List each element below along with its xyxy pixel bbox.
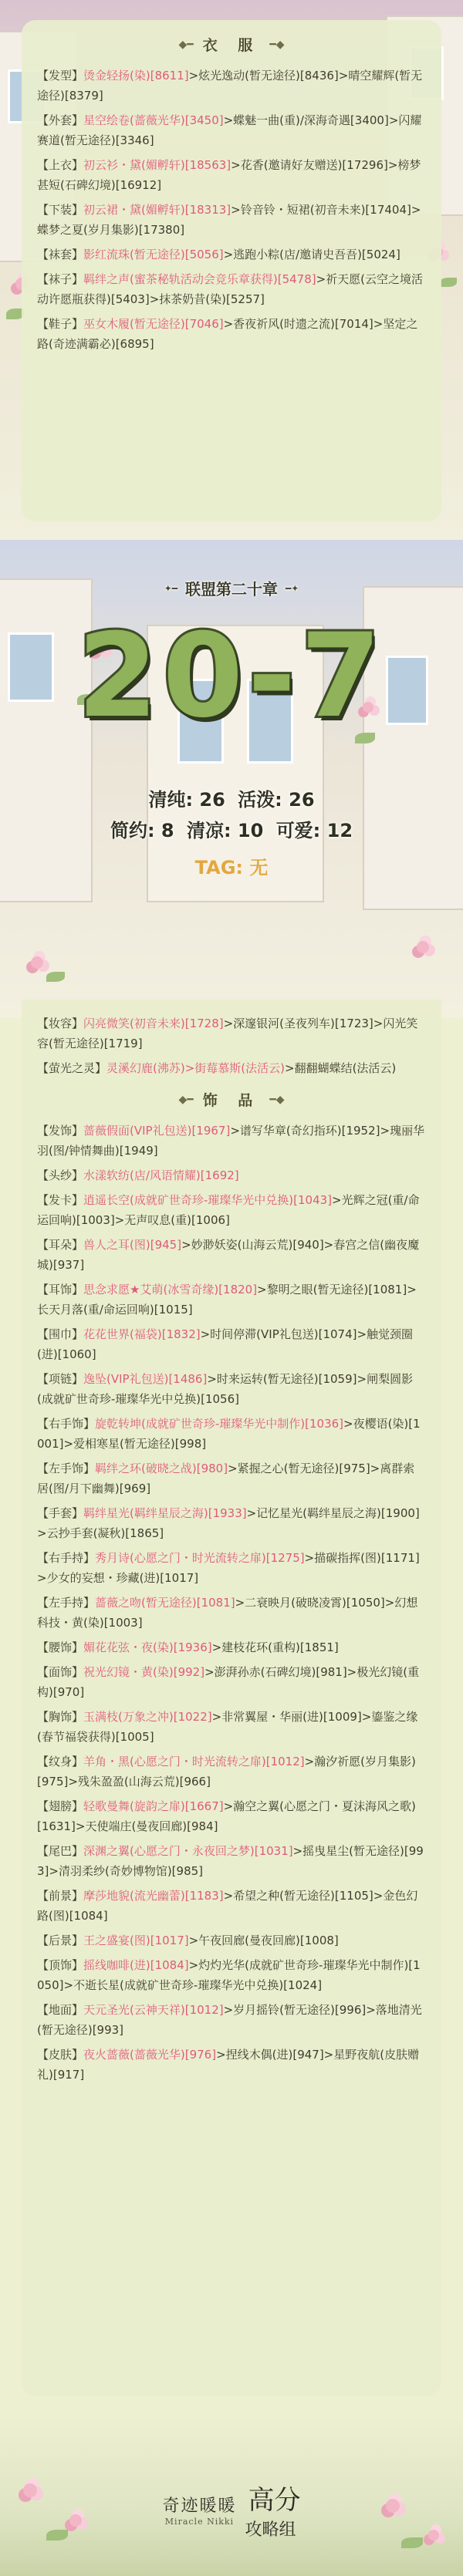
entry-category: 【妆容】 xyxy=(37,1017,84,1030)
list-item xyxy=(37,1955,426,1995)
chapter-tag: TAG: 无 xyxy=(194,857,269,878)
list-item xyxy=(37,2000,426,2040)
list-item xyxy=(37,1414,426,1454)
entry-category: 【右手饰】 xyxy=(37,1417,96,1431)
entry-highlight: 祝光幻镜・黄(染)[992] xyxy=(83,1665,205,1679)
list-item xyxy=(37,244,426,265)
entry-highlight: 旋乾转坤(成就矿世奇珍-璀璨华光中制作)[1036] xyxy=(95,1417,344,1431)
entry-highlight: 星空绘卷(蔷薇光华)[3450] xyxy=(83,113,224,127)
list-item xyxy=(37,1058,426,1078)
entry-alternatives: >祈天愿(云空之境活动许愿瓶获得)[5403]>抹茶奶昔(染)[5257] xyxy=(37,272,424,306)
accessories-card xyxy=(22,1000,441,2396)
entry-category: 【前景】 xyxy=(37,1889,84,1903)
list-item xyxy=(37,155,426,195)
entry-alternatives: >捏线木偶(进)[947]>星野夜航(皮肤赠礼)[917] xyxy=(37,2048,420,2082)
list-item xyxy=(37,1458,426,1499)
entry-alternatives: >蝶魅一曲(重)/深海奇遇[3400]>闪耀赛道(暂无途径)[3346] xyxy=(37,113,422,147)
entry-alternatives: >光辉之冠(重/命运回响)[1003]>无声叹息(重)[1006] xyxy=(37,1193,420,1227)
entry-category: 【耳饰】 xyxy=(37,1283,84,1296)
entry-highlight: 逍遥长空(成就矿世奇珍-璀璨华光中兑换)[1043] xyxy=(83,1193,333,1207)
ornament-left-icon: ✦━ xyxy=(164,582,177,594)
entry-highlight: 摇线咖啡(进)[1084] xyxy=(83,1958,189,1972)
stats-row-2 xyxy=(0,815,463,846)
list-item xyxy=(37,1121,426,1161)
entry-highlight: 王之盛宴(图)[1017] xyxy=(83,1934,189,1947)
entry-highlight: 羁绊星光(羁绊星辰之海)[1933] xyxy=(83,1506,247,1520)
entry-category: 【袜套】 xyxy=(37,248,84,261)
chapter-label xyxy=(164,577,299,599)
entry-category: 【地面】 xyxy=(37,2003,84,2017)
entry-alternatives: >妙渺妖姿(山海云荒)[940]>春宫之信(幽夜魔城)[937] xyxy=(37,1238,420,1272)
entry-category: 【皮肤】 xyxy=(37,2048,84,2062)
entry-highlight: 深渊之翼(心愿之门・永夜回之梦)[1031] xyxy=(83,1844,293,1858)
entry-alternatives: >花香(邀请好友赠送)[17296]>榜梦甚短(石碑幻境)[16912] xyxy=(37,158,421,192)
clothing-section-title xyxy=(37,34,426,55)
entry-highlight: 夜火蔷薇(蔷薇光华)[976] xyxy=(83,2048,217,2062)
entry-highlight: 轻歌曼舞(旋韵之扉)[1667] xyxy=(83,1799,224,1813)
entry-highlight: 蔷薇之吻(暂无途径)[1081] xyxy=(95,1596,235,1610)
entry-highlight: 玉满枝(万象之冲)[1022] xyxy=(83,1710,212,1724)
list-item xyxy=(37,1369,426,1409)
entry-highlight: 灵溪幻鹿(沸苏)>街莓慕斯(法活云) xyxy=(106,1061,285,1075)
entry-alternatives: >谱写华章(奇幻指环)[1952]>瑰丽华羽(图/钟情舞曲)[1949] xyxy=(37,1124,425,1158)
entry-category: 【尾巴】 xyxy=(37,1844,84,1858)
entry-alternatives: >午夜回廊(曼夜回廊)[1008] xyxy=(188,1934,339,1947)
entry-alternatives: >瀚空之翼(心愿之门・夏沫海风之歌)[1631]>天使端庄(曼夜回廊)[984] xyxy=(37,1799,416,1833)
entry-highlight: 摩莎地貌(流光幽蕾)[1183] xyxy=(83,1889,224,1903)
stat-cute: 可爱: 12 xyxy=(275,820,353,841)
list-item xyxy=(37,1280,426,1320)
ornament-right-icon: ━✦ xyxy=(286,582,299,594)
stat-cool: 清凉: 10 xyxy=(186,820,264,841)
entry-category: 【后景】 xyxy=(37,1934,84,1947)
entry-highlight: 羁绊之声(蜜茶秘轨活动会竞乐章获得)[5478] xyxy=(83,272,316,286)
entry-alternatives: >逃跑小粽(店/邀请史吾吾)[5024] xyxy=(223,248,400,261)
entry-category: 【左手持】 xyxy=(37,1596,96,1610)
entry-alternatives: >紧握之心(暂无途径)[975]>离群索居(图/月下幽舞)[969] xyxy=(37,1462,415,1495)
entry-highlight: 花花世界(福袋)[1832] xyxy=(83,1327,201,1341)
stat-lively: 活泼: 26 xyxy=(238,789,315,811)
entry-alternatives: >记忆星光(羁绊星辰之海)[1900]>云抄手套(凝秋)[1865] xyxy=(37,1506,420,1540)
list-item xyxy=(37,1707,426,1747)
entry-alternatives: >岁月摇铃(暂无途径)[996]>落地清光(暂无途径)[993] xyxy=(37,2003,422,2037)
entry-category: 【项链】 xyxy=(37,1372,84,1386)
list-item xyxy=(37,1503,426,1543)
chapter-number: 20-7 xyxy=(77,609,386,743)
entry-highlight: 巫女木履(暂无途径)[7046] xyxy=(83,317,224,331)
entry-alternatives: >深邃银河(圣夜列车)[1723]>闪光笑容(暂无途径)[1719] xyxy=(37,1017,418,1050)
entry-alternatives: >时间停滞(VIP礼包送)[1074]>触觉颈圈(进)[1060] xyxy=(37,1327,414,1361)
list-item xyxy=(37,1190,426,1230)
list-item xyxy=(37,1548,426,1588)
entry-category: 【胸饰】 xyxy=(37,1710,84,1724)
entry-alternatives: >铃音铃・短裙(初音未来)[17404]>蝶梦之夏(岁月集影)[17380] xyxy=(37,203,421,237)
entry-category: 【萤光之灵】 xyxy=(37,1061,107,1075)
entry-category: 【腰饰】 xyxy=(37,1640,84,1654)
entry-alternatives: >黎明之眼(暂无途径)[1081]>长天月落(重/命运回响)[1015] xyxy=(37,1283,417,1317)
entry-alternatives: >非常翼屋・华丽(进)[1009]>鎏鉴之缘(春节福袋获得)[1005] xyxy=(37,1710,418,1744)
entry-highlight: 初云衫・黛(媚孵轩)[18563] xyxy=(83,158,231,172)
list-item xyxy=(37,1752,426,1792)
clothing-title-text: 衣 服 xyxy=(202,37,261,54)
list-item xyxy=(37,1796,426,1836)
stat-simple: 简约: 8 xyxy=(110,820,174,841)
ornament-left-icon: ◆━ xyxy=(178,38,194,51)
entry-highlight: 水漾软纺(店/风语情耀)[1692] xyxy=(83,1168,239,1182)
list-item xyxy=(37,1637,426,1657)
entry-highlight: 羊角・黑(心愿之门・时光流转之扉)[1012] xyxy=(83,1755,305,1768)
stats-row-1 xyxy=(0,784,463,815)
entry-category: 【顶饰】 xyxy=(37,1958,84,1972)
list-item xyxy=(37,1013,426,1054)
entry-highlight: 天元圣光(云神天祥)[1012] xyxy=(83,2003,224,2017)
entry-category: 【手套】 xyxy=(37,1506,84,1520)
entry-alternatives: >建枝花环(重构)[1851] xyxy=(211,1640,339,1654)
entry-category: 【左手饰】 xyxy=(37,1462,96,1475)
entry-category: 【围巾】 xyxy=(37,1327,84,1341)
logo-main-text: 奇迹暖暖 xyxy=(162,2497,237,2516)
list-item xyxy=(37,200,426,240)
brand-logo xyxy=(139,2468,323,2551)
list-item xyxy=(37,1662,426,1702)
list-item xyxy=(37,1324,426,1364)
logo-big-text: 高分 xyxy=(248,2485,301,2516)
entry-category: 【鞋子】 xyxy=(37,317,84,331)
entry-category: 【下装】 xyxy=(37,203,84,217)
list-item xyxy=(37,1593,426,1633)
entry-highlight: 兽人之耳(图)[945] xyxy=(83,1238,182,1252)
entry-highlight: 烫金轻扬(染)[8611] xyxy=(83,69,189,83)
list-item xyxy=(37,314,426,354)
list-item xyxy=(37,1165,426,1185)
entry-highlight: 羁绊之环(破晓之战)[980] xyxy=(95,1462,228,1475)
list-item xyxy=(37,1886,426,1926)
list-item xyxy=(37,66,426,106)
clothing-card xyxy=(22,20,441,521)
accessories-title-text: 饰 品 xyxy=(202,1092,261,1109)
list-item xyxy=(37,2045,426,2085)
chapter-block xyxy=(0,577,463,882)
entry-category: 【外套】 xyxy=(37,113,84,127)
logo-group-text: 攻略组 xyxy=(245,2520,296,2540)
entry-alternatives: >摇曳星尘(暂无途径)[993]>清羽柔纱(奇妙博物馆)[985] xyxy=(37,1844,424,1878)
accessories-section-title xyxy=(37,1089,426,1110)
entry-highlight: 秀月诗(心愿之门・时光流转之扉)[1275] xyxy=(95,1551,305,1565)
entry-category: 【袜子】 xyxy=(37,272,84,286)
clothing-list xyxy=(37,66,426,354)
entry-category: 【头纱】 xyxy=(37,1168,84,1182)
entry-category: 【发卡】 xyxy=(37,1193,84,1207)
entry-alternatives: >描碳指挥(图)[1171]>少女的妄想・珍藏(进)[1017] xyxy=(37,1551,420,1585)
entry-category: 【面饰】 xyxy=(37,1665,84,1679)
entry-alternatives: >二衰映月(破晓凌霄)[1050]>幻想科技・黄(染)[1003] xyxy=(37,1596,418,1630)
entry-alternatives: >翻翻蝴蝶结(法活云) xyxy=(285,1061,397,1075)
list-item xyxy=(37,110,426,150)
entry-alternatives: >澎湃孙赤(石碑幻境)[981]>极光幻镜(重构)[970] xyxy=(37,1665,420,1699)
entry-category: 【翅膀】 xyxy=(37,1799,84,1813)
ornament-left-icon: ◆━ xyxy=(178,1093,194,1106)
entry-alternatives: >炫光逸动(暂无途径)[8436]>晴空耀辉(暂无途径)[8379] xyxy=(37,69,423,103)
entry-alternatives: >灼灼光华(成就矿世奇珍-璀璨华光中制作)[1050]>不逝长星(成就矿世奇珍-璀璨华光中兑换)[1024] xyxy=(37,1958,421,1992)
entry-alternatives: >时来运转(暂无途径)[1059]>闸梨圆影(成就矿世奇珍-璀璨华光中兑换)[1056] xyxy=(37,1372,414,1406)
list-item xyxy=(37,1930,426,1951)
stat-pure: 清纯: 26 xyxy=(148,789,225,811)
ornament-right-icon: ━◆ xyxy=(269,38,285,51)
list-item xyxy=(37,269,426,309)
entry-category: 【右手持】 xyxy=(37,1551,96,1565)
entry-alternatives: >瀚汐祈愿(岁月集影)[975]>残朱盈盈(山海云荒)[966] xyxy=(37,1755,416,1789)
entry-alternatives: >希望之种(暂无途径)[1105]>金色幻路(图)[1084] xyxy=(37,1889,418,1923)
entry-highlight: 逸坠(VIP礼包送)[1486] xyxy=(83,1372,208,1386)
entry-category: 【发型】 xyxy=(37,69,84,83)
makeup-list xyxy=(37,1013,426,1078)
entry-highlight: 蔷薇假面(VIP礼包送)[1967] xyxy=(83,1124,231,1138)
entry-alternatives: >香夜祈风(时遗之流)[7014]>坚定之路(奇迹满霸必)[6895] xyxy=(37,317,418,351)
entry-highlight: 闪亮微笑(初音未来)[1728] xyxy=(83,1017,224,1030)
entry-category: 【耳朵】 xyxy=(37,1238,84,1252)
entry-category: 【上衣】 xyxy=(37,158,84,172)
entry-highlight: 媚花花弦・夜(染)[1936] xyxy=(83,1640,212,1654)
entry-highlight: 初云裙・黛(媚孵轩)[18313] xyxy=(83,203,231,217)
ornament-right-icon: ━◆ xyxy=(269,1093,285,1106)
footer xyxy=(0,2468,463,2551)
entry-category: 【发饰】 xyxy=(37,1124,84,1138)
list-item xyxy=(37,1235,426,1275)
chapter-label-text: 联盟第二十章 xyxy=(185,580,278,598)
chapter-stats xyxy=(0,784,463,882)
entry-category: 【纹身】 xyxy=(37,1755,84,1768)
logo-sub-text: Miracle Nikki xyxy=(164,2517,235,2527)
entry-highlight: 影红流珠(暂无途径)[5056] xyxy=(83,248,224,261)
entry-alternatives: >夜樱语(染)[1001]>爱相寒星(暂无途径)[998] xyxy=(37,1417,421,1451)
entry-highlight: 思念求愿★艾萌(冰雪奇缘)[1820] xyxy=(83,1283,258,1296)
accessories-list xyxy=(37,1121,426,2085)
list-item xyxy=(37,1841,426,1881)
